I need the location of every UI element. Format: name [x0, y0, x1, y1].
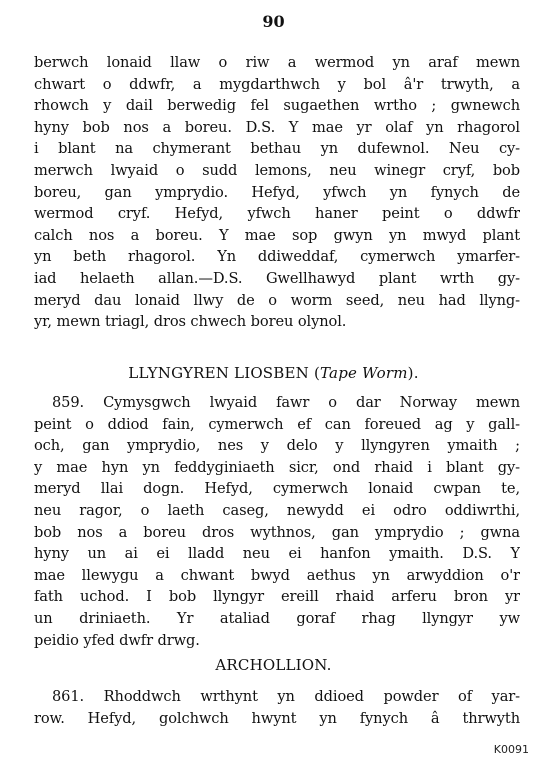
- paragraph-worms-remedies: [34, 52, 520, 333]
- paragraph-859: [34, 392, 520, 651]
- text-line: meryd llai dogn. Hefyd, cymerwch lonaid cwpan te,: [34, 480, 520, 498]
- text-line: fath uchod. I bob llyngyr ereill rhaid arferu bron yr: [34, 588, 520, 606]
- catalog-id: K0091: [493, 743, 529, 756]
- section-heading-tape-worm: [0, 364, 547, 382]
- text-line: row. Hefyd, golchwch hwynt yn fynych â thrwyth: [34, 709, 520, 727]
- text-line: yn beth rhagorol. Yn ddiweddaf, cymerwch ymarfer-: [34, 248, 520, 266]
- text-line: un driniaeth. Yr ataliad goraf rhag llyngyr yw: [34, 609, 520, 627]
- heading-main: LLYNGYREN LIOSBEN (: [128, 364, 321, 382]
- text-line: rhowch y dail berwedig fel sugaethen wrtho ; gwnewch: [34, 97, 520, 115]
- text-line: iad helaeth allan.—D.S. Gwellhawyd plant wrth gy-: [34, 269, 520, 287]
- text-line: hyny bob nos a boreu. D.S. Y mae yr olaf yn rhagorol: [34, 118, 520, 136]
- text-line: i blant na chymerant bethau yn dufewnol. Neu cy-: [34, 140, 520, 158]
- page-number: 90: [262, 12, 285, 31]
- text-line: neu ragor, o laeth caseg, newydd ei odro oddiwrthi,: [34, 501, 520, 519]
- heading-italic: Tape Worm: [320, 364, 408, 382]
- text-line: 861. Rhoddwch wrthynt yn ddioed powder of yar-: [52, 688, 520, 705]
- paragraph-861: [34, 686, 520, 729]
- text-line: boreu, gan ymprydio. Hefyd, yfwch yn fynych de: [34, 183, 520, 201]
- text-line: merwch lwyaid o sudd lemons, neu winegr cryf, bob: [34, 161, 520, 179]
- text-line: peint o ddiod fain, cymerwch ef can foreued ag y gall-: [34, 415, 520, 433]
- text-line: hyny un ai ei lladd neu ei hanfon ymaith. D.S. Y: [34, 545, 520, 563]
- text-line: y mae hyn yn feddyginiaeth sicr, ond rhaid i blant gy-: [34, 458, 520, 476]
- text-line: yr, mewn triagl, dros chwech boreu olynol.: [34, 313, 347, 331]
- text-line: chwart o ddwfr, a mygdarthwch y bol â'r trwyth, a: [34, 75, 520, 93]
- text-line: mae llewygu a chwant bwyd aethus yn arwyddion o'r: [34, 566, 520, 584]
- text-line: och, gan ymprydio, nes y delo y llyngyren ymaith ;: [34, 437, 520, 455]
- section-heading-wounds: ARCHOLLION.: [215, 656, 332, 674]
- heading-end: ).: [407, 364, 419, 382]
- text-line: calch nos a boreu. Y mae sop gwyn yn mwyd plant: [34, 226, 520, 244]
- text-line: berwch lonaid llaw o riw a wermod yn araf mewn: [34, 54, 520, 71]
- text-line: peidio yfed dwfr drwg.: [34, 631, 200, 649]
- text-line: meryd dau lonaid llwy de o worm seed, neu had llyng-: [34, 291, 520, 309]
- text-line: bob nos a boreu dros wythnos, gan ymprydio ; gwna: [34, 523, 520, 541]
- text-line: wermod cryf. Hefyd, yfwch haner peint o ddwfr: [34, 205, 520, 223]
- text-line: 859. Cymysgwch lwyaid fawr o dar Norway mewn: [52, 394, 520, 411]
